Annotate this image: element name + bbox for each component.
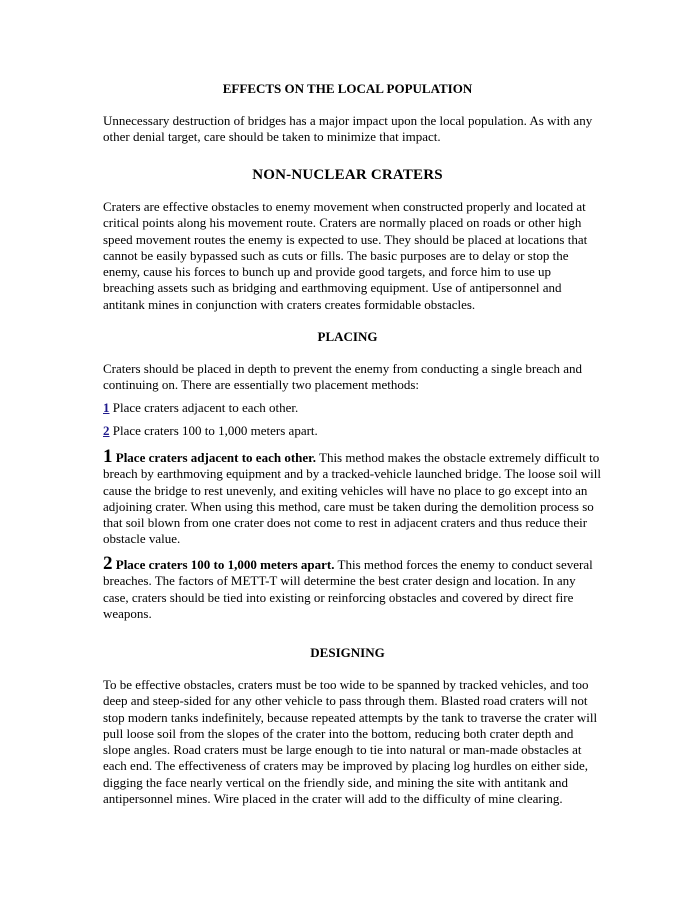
list-item-text: Place craters adjacent to each other.	[112, 400, 299, 415]
method-2-text: This method forces the enemy to conduct several breaches. The factors of METT-T will determine the best crater design and location. In any case, craters should be tied into existing or reinforcing obstacles and covered by direct fire weapons.	[103, 557, 593, 621]
method-1-paragraph	[103, 446, 603, 548]
method-1-text: This method makes the obstacle extremely difficult to breach by earthmoving equipment and by a tracked-vehicle launched bridge. The loose soil will cause the bridge to rest unevenly, and exiting vehicles will have no place to go except into an adjoining crater. When using this method, care must be taken during the demolition process so that soil blown from one crater does not come to rest in adjacent craters and thus reduce their obstacle value.	[103, 450, 601, 547]
method-1-lead: Place craters adjacent to each other.	[115, 450, 316, 465]
effects-paragraph: Unnecessary destruction of bridges has a major impact upon the local population. As with any other denial target, care should be taken to minimize that impact.	[103, 113, 593, 145]
effects-heading: EFFECTS ON THE LOCAL POPULATION	[222, 81, 473, 96]
designing-heading: DESIGNING	[310, 645, 385, 660]
craters-heading: NON-NUCLEAR CRATERS	[252, 167, 443, 183]
designing-paragraph: To be effective obstacles, craters must be too wide to be spanned by tracked vehicles, and too deep and steep-sided for any other vehicle to pass through them. Blasted road craters will not stop modern tanks indefinitely, because repeated attempts by the tank to traverse the crater will pull loose soil from the slopes of the crater into the bottom, reducing both crater depth and slope angles. Road craters must be large enough to tie into natural or man-made obstacles at each end. The effectiveness of craters may be improved by placing log hurdles on either side, digging the face nearly vertical on the friendly side, and mining the site with antitank and antipersonnel mines. Wire placed in the crater will add to the difficulty of mine clearing.	[103, 677, 598, 807]
method-2-number: 2	[103, 553, 113, 574]
list-item-link[interactable]: 1	[103, 400, 110, 415]
list-item	[103, 423, 603, 439]
list-item	[103, 400, 603, 416]
list-item-link[interactable]: 2	[103, 423, 110, 438]
placing-heading: PLACING	[317, 329, 378, 344]
list-item-text: Place craters 100 to 1,000 meters apart.	[112, 423, 318, 438]
method-2-lead: Place craters 100 to 1,000 meters apart.	[115, 557, 335, 572]
method-2-paragraph	[103, 553, 603, 622]
placing-intro: Craters should be placed in depth to prevent the enemy from conducting a single breach and continuing on. There are essentially two placement methods:	[103, 361, 583, 393]
craters-paragraph: Craters are effective obstacles to enemy movement when constructed properly and located at critical points along his movement route. Craters are normally placed on roads or other high speed movement routes the enemy is expected to use. They should be placed at locations that cannot be easily bypassed such as cuts or fills. The basic purposes are to delay or stop the enemy, cause his forces to bunch up and provide good targets, and force him to use up breaching assets such as bridging and earthmoving equipment. Use of antipersonnel and antitank mines in conjunction with craters creates formidable obstacles.	[103, 199, 588, 312]
method-1-number: 1	[103, 446, 113, 467]
